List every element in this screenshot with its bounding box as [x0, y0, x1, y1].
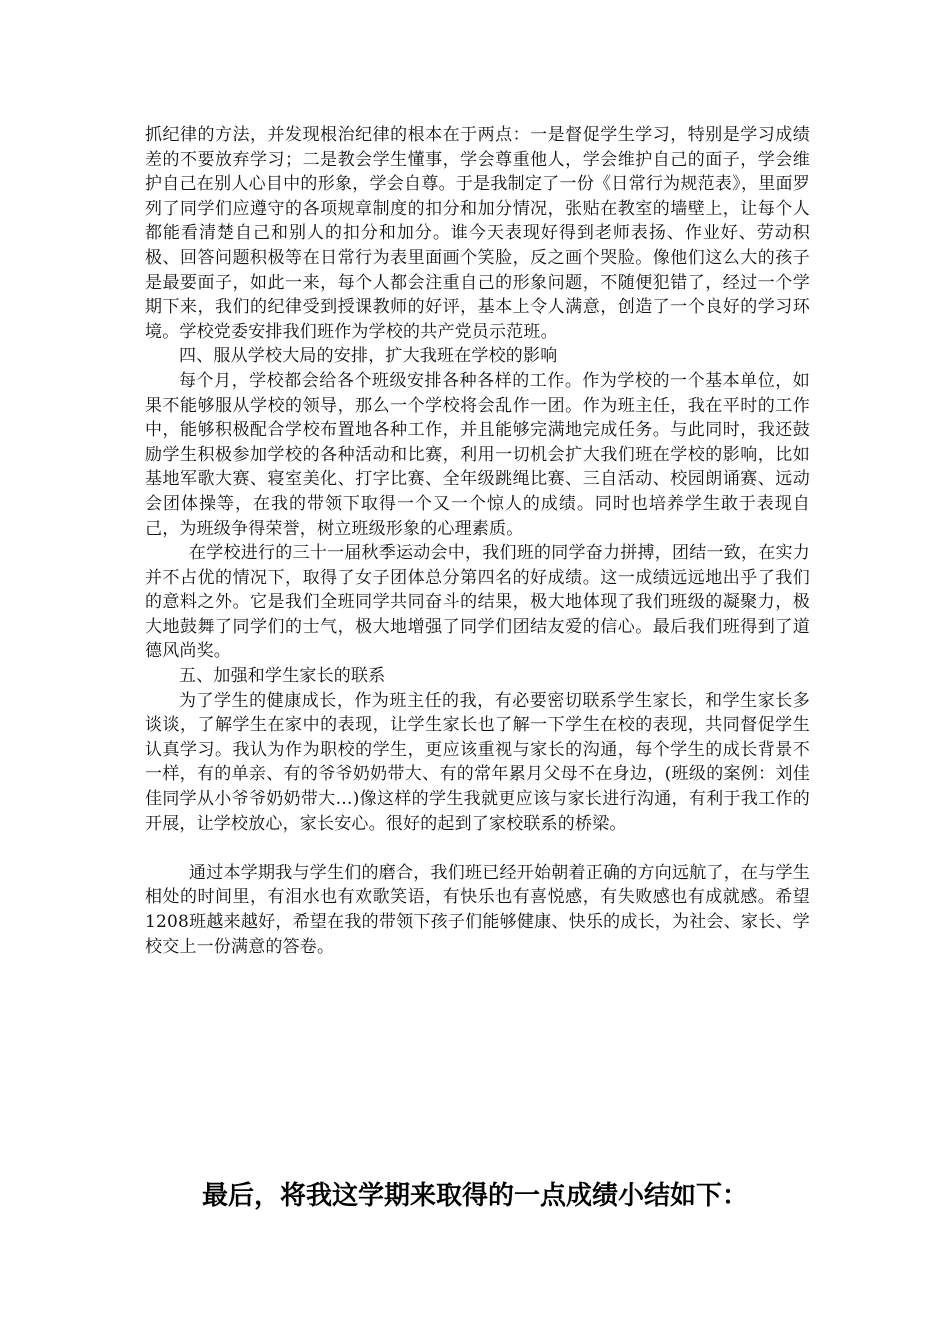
paragraph-conclusion: 通过本学期我与学生们的磨合，我们班已经开始朝着正确的方向远航了，在与学生相处的时间里，有泪水也有欢歌笑语，有快乐也有喜悦感，有失败感也有成就感。希望1208班越来越好，希望在我的带领下孩子们能够健康、快乐的成长，为社会、家长、学校交上一份满意的答卷。 [145, 862, 810, 957]
document-body [145, 123, 810, 959]
summary-title: 最后，将我这学期来取得的一点成绩小结如下： [201, 1181, 748, 1211]
section-heading-5: 五、加强和学生家长的联系 [179, 666, 386, 687]
paragraph-sports-meet: 在学校进行的三十一届秋季运动会中，我们班的同学奋力拼搏，团结一致，在实力并不占优的情况下，取得了女子团体总分第四名的好成绩。这一成绩远远地出乎了我们的意料之外。它是我们全班同学共同奋斗的结果，极大地体现了我们班级的凝聚力，极大地鼓舞了同学们的士气，极大地增强了同学们团结友爱的信心。最后我们班得到了道德风尚奖。 [145, 543, 810, 662]
section-heading-4: 四、服从学校大局的安排，扩大我班在学校的影响 [179, 346, 558, 367]
paragraph-gap [145, 836, 810, 861]
paragraph-parents: 为了学生的健康成长，作为班主任的我，有必要密切联系学生家长，和学生家长多谈谈，了解学生在家中的表现，让学生家长也了解一下学生在校的表现，共同督促学生认真学习。我认为作为职校的学生，更应该重视与家长的沟通，每个学生的成长背景不一样，有的单亲、有的爷爷奶奶带大、有的常年累月父母不在身边，(班级的案例：刘佳佳同学从小爷爷奶奶带大…)像这样的学生我就更应该与家长进行沟通，有利于我工作的开展，让学校放心，家长安心。很好的起到了家校联系的桥梁。 [145, 690, 810, 834]
paragraph-school-work: 每个月，学校都会给各个班级安排各种各样的工作。作为学校的一个基本单位，如果不能够服从学校的领导，那么一个学校将会乱作一团。作为班主任，我在平时的工作中，能够积极配合学校布置地各种工作，并且能够完满地完成任务。与此同时，我还鼓励学生积极参加学校的各种活动和比赛，利用一切机会扩大我们班在学校的影响，比如基地军歌大赛、寝室美化、打字比赛、全年级跳绳比赛、三自活动、校园朗诵赛、远动会团体操等，在我的带领下取得一个又一个惊人的成绩。同时也培养学生敢于表现自己，为班级争得荣誉，树立班级形象的心理素质。 [145, 370, 810, 539]
paragraph-discipline: 抓纪律的方法，并发现根治纪律的根本在于两点：一是督促学生学习，特别是学习成绩差的不要放弃学习；二是教会学生懂事，学会尊重他人，学会维护自己的面子，学会维护自己在别人心目中的形象，学会自尊。于是我制定了一份《日常行为规范表》，里面罗列了同学们应遵守的各项规章制度的扣分和加分情况，张贴在教室的墙壁上，让每个人都能看清楚自己和别人的扣分和加分。谁今天表现好得到老师表扬、作业好、劳动积极、回答问题积极等在日常行为表里面画个笑脸，反之画个哭脸。像他们这么大的孩子是最要面子，如此一来，每个人都会注重自己的形象问题，不随便犯错了，经过一个学期下来，我们的纪律受到授课教师的好评，基本上令人满意，创造了一个良好的学习环境。学校党委安排我们班作为学校的共产党员示范班。 [145, 125, 810, 342]
